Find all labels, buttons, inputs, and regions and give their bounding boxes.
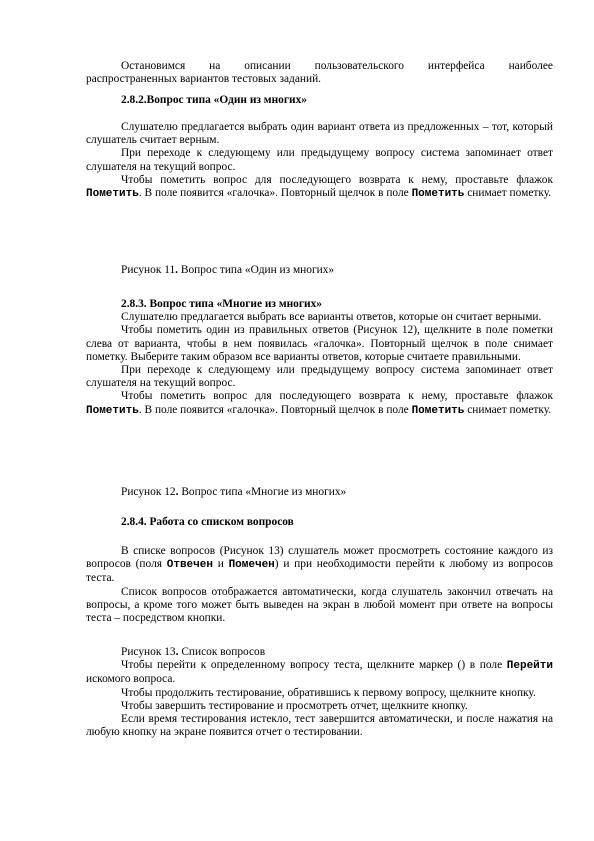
figure-13-caption [86,646,553,739]
paragraph [86,659,553,686]
intro-word: пользовательского [314,60,404,72]
text-run: . В поле появится «галочка». Повторный щелчок в поле [138,187,412,200]
figure-11-caption [86,264,553,277]
paragraph: Чтобы продолжить тестирование, обратившись к первому вопросу, щелкните кнопку. [121,686,536,699]
section-heading: 2.8.4. Работа со списком вопросов [121,516,294,528]
section-2-8-2-body [86,121,553,201]
text-run: снимает пометку. [464,403,552,416]
paragraph: Слушателю предлагается выбрать все варианты ответов, которые он считает верными. [121,311,542,324]
intro-line-1 [86,60,553,73]
paragraph [86,390,553,417]
paragraph: Чтобы пометить один из правильных ответов (Рисунок 12), щелкните в поле пометки слева от варианта, чтобы в нем появилась «галочка». Повторный щелчок в поле снимает пометку. Выберите таким образом все варианты ответов, которые считаете правильными. [86,324,553,363]
text-run: Чтобы пометить вопрос для последующего возврата к нему, проставьте флажок [121,173,553,186]
figure-dot: . [175,646,179,658]
text-run: Чтобы перейти к определенному вопросу теста, щелкните маркер () в поле [121,659,507,672]
section-2-8-2 [86,94,553,107]
paragraph: При переходе к следующему или предыдущему вопросу система запоминает ответ слушателя на текущий вопрос. [86,364,553,390]
intro-word: интерфейса [427,60,485,72]
figure-dot: . [175,486,179,498]
text-run: Чтобы пометить вопрос для последующего возврата к нему, проставьте флажок [121,390,553,403]
intro-word: наиболее [508,60,553,72]
figure-title: Список вопросов [178,646,266,658]
ui-keyword-mark: Пометить [86,404,139,417]
ui-keyword-mark: Помечен [228,559,275,572]
section-heading: 2.8.2.Вопрос типа «Один из многих» [121,94,307,106]
figure-number: Рисунок 11 [121,264,176,276]
ui-keyword-mark: Отвечен [166,559,213,572]
section-2-8-4 [86,516,553,529]
figure-12-caption [86,486,553,499]
intro-word: Остановимся [121,60,186,72]
paragraph: Слушателю предлагается выбрать один вариант ответа из предложенных – тот, который слушатель считает верным. [86,121,553,147]
section-2-8-3 [86,298,553,418]
intro-paragraph [86,60,553,86]
section-2-8-4-body [86,545,553,625]
text-run: В списке вопросов (Рисунок 13) слушатель может просмотреть состояние каждого из вопросов (поля [86,545,553,571]
text-run: искомого вопроса. [86,673,176,686]
figure-number: Рисунок 13 [121,646,176,658]
paragraph [86,174,553,201]
ui-keyword-mark: Перейти [506,660,553,673]
text-run: снимает пометку. [464,187,552,200]
figure-number: Рисунок 12 [121,486,176,498]
intro-line-2: распространенных вариантов тестовых заданий. [86,73,322,86]
figure-title: Вопрос типа «Один из многих» [178,264,335,276]
text-run: . В поле появится «галочка». Повторный щелчок в поле [138,403,412,416]
text-run: и [212,558,229,571]
intro-word: на [209,60,221,72]
figure-title: Вопрос типа «Многие из многих» [178,486,347,498]
ui-keyword-mark: Пометить [86,188,139,201]
paragraph: Если время тестирования истекло, тест завершится автоматически, и после нажатия на любую кнопку на экране появится отчет о тестировании. [86,713,553,739]
intro-word: описании [244,60,291,72]
ui-keyword-mark: Пометить [411,188,465,201]
paragraph: При переходе к следующему или предыдущему вопросу система запоминает ответ слушателя на текущий вопрос. [86,147,553,173]
section-heading: 2.8.3. Вопрос типа «Многие из многих» [121,298,323,310]
paragraph [86,545,553,586]
paragraph: Чтобы завершить тестирование и просмотреть отчет, щелкните кнопку. [121,699,468,712]
ui-keyword-mark: Пометить [411,404,465,417]
paragraph: Список вопросов отображается автоматически, когда слушатель закончил отвечать на вопросы, а кроме того может быть выведен на экран в любой момент при ответе на вопросы теста – посредством кнопки. [86,585,553,625]
text-run: ) и при необходимости перейти к любому из вопросов теста. [86,558,554,585]
figure-dot: . [175,264,179,276]
